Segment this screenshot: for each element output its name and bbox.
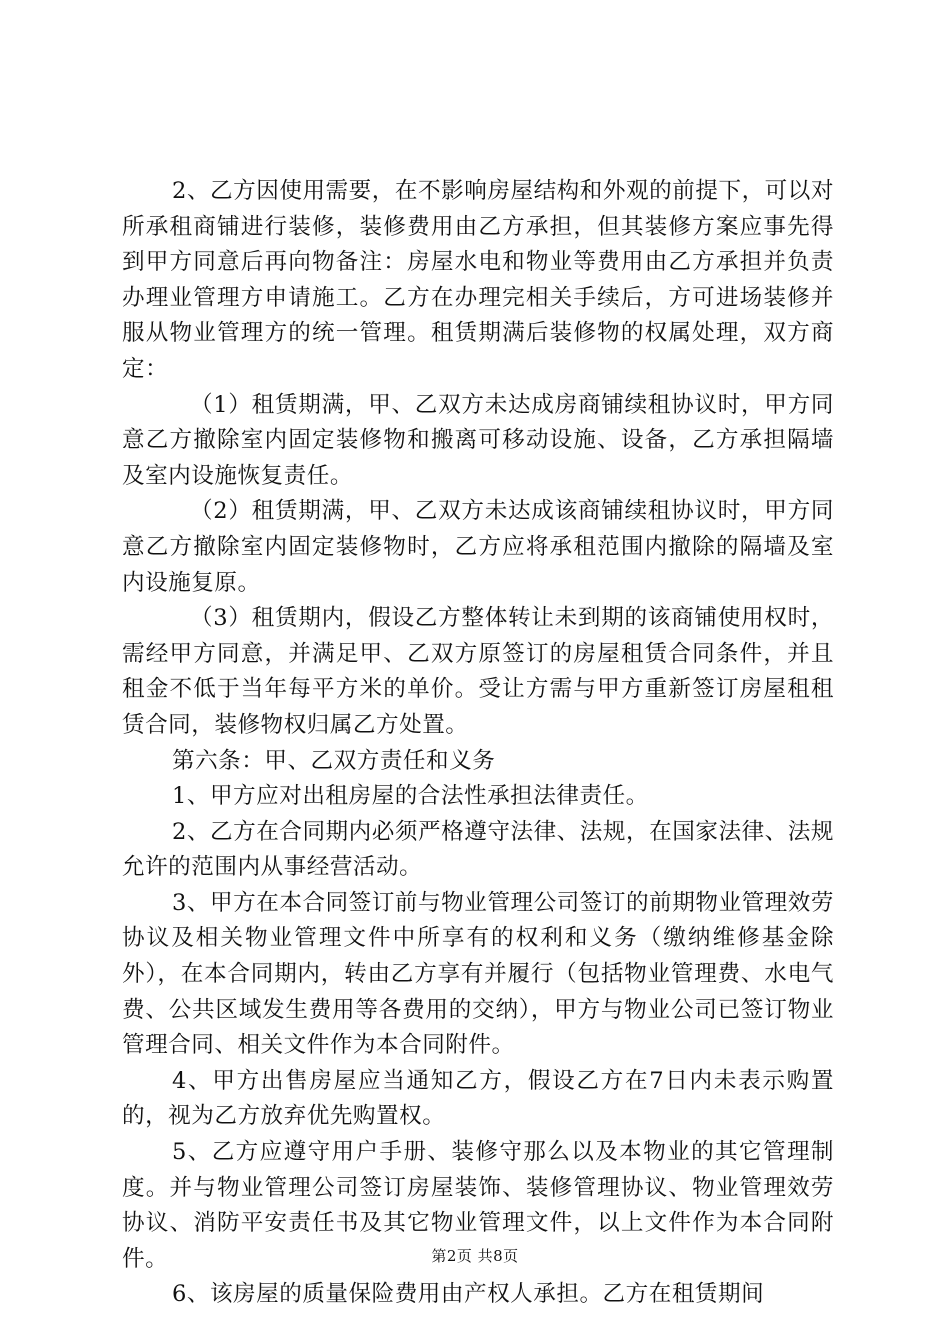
section-heading-article-6: 第六条：甲、乙双方责任和义务 xyxy=(172,747,496,774)
paragraph-clause-1: （1）租赁期满，甲、乙双方未达成房商铺续租协议时，甲方同意乙方撤除室内固定装修物和搬离可移动设施、设备，乙方承担隔墙及室内设施恢复责任。 xyxy=(122,391,834,489)
paragraph-duty-4: 4、甲方出售房屋应当通知乙方，假设乙方在7日内未表示购置的，视为乙方放弃优先购置权。 xyxy=(122,1067,834,1130)
paragraph-clause-2: （2）租赁期满，甲、乙双方未达成该商铺续租协议时，甲方同意乙方撤除室内固定装修物时，乙方应将承租范围内撤除的隔墙及室内设施复原。 xyxy=(122,498,834,596)
paragraph-duty-3: 3、甲方在本合同签订前与物业管理公司签订的前期物业管理效劳协议及相关物业管理文件中所享有的权利和义务（缴纳维修基金除外），在本合同期内，转由乙方享有并履行（包括物业管理费、水电气费、公共区域发生费用等各费用的交纳），甲方与物业公司已签订物业管理合同、相关文件作为本合同附件。 xyxy=(122,889,834,1059)
paragraph-duty-5: 5、乙方应遵守用户手册、装修守那么以及本物业的其它管理制度。并与物业管理公司签订房屋装饰、装修管理协议、物业管理效劳协议、消防平安责任书及其它物业管理文件，以上文件作为本合同附件。 xyxy=(122,1139,834,1272)
paragraph-renovation-terms: 2、乙方因使用需要，在不影响房屋结构和外观的前提下，可以对所承租商铺进行装修，装修费用由乙方承担，但其装修方案应事先得到甲方同意后再向物备注：房屋水电和物业等费用由乙方承担并负责办理业管理方申请施工。乙方在办理完相关手续后，方可进场装修并服从物业管理方的统一管理。租赁期满后装修物的权属处理，双方商定： xyxy=(122,178,834,382)
paragraph-duty-1: 1、甲方应对出租房屋的合法性承担法律责任。 xyxy=(172,783,649,810)
paragraph-clause-3: （3）租赁期内，假设乙方整体转让未到期的该商铺使用权时，需经甲方同意，并满足甲、乙双方原签订的房屋租赁合同条件，并且租金不低于当年每平方米的单价。受让方需与甲方重新签订房屋租租赁合同，装修物权归属乙方处置。 xyxy=(122,605,834,738)
document-body xyxy=(122,174,834,1313)
page-number-footer: 第2页 共8页 xyxy=(431,1247,519,1265)
paragraph-duty-6: 6、该房屋的质量保险费用由产权人承担。乙方在租赁期间 xyxy=(172,1281,765,1308)
paragraph-duty-2: 2、乙方在合同期内必须严格遵守法律、法规，在国家法律、法规允许的范围内从事经营活动。 xyxy=(122,818,834,881)
